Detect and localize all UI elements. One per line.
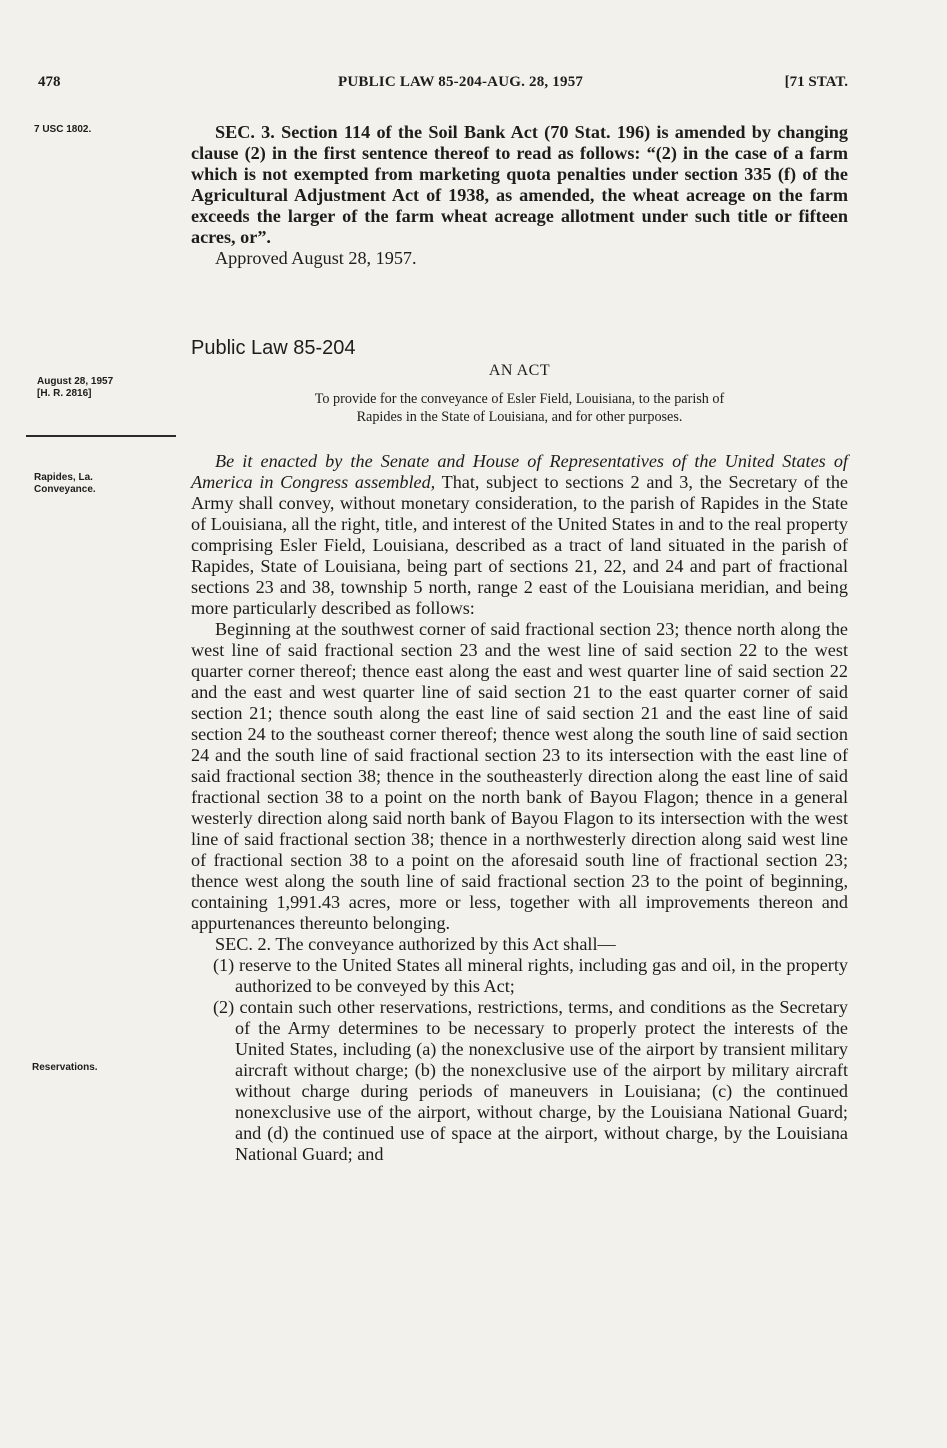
enacting-clause: [191, 451, 848, 619]
section-2-item-2: (2) contain such other reservations, restrictions, terms, and conditions as the Secretary of the Army determines to be necessary to properly protect the interests of the United States, including (a) the nonexclusive use of the airport by transient military aircraft without charge; (b) the nonexclusive use of the airport by military aircraft without charge during periods of maneuvers in Louisiana; (c) the continued nonexclusive use of the airport, without charge, by the Louisiana National Guard; and (d) the continued use of space at the airport, without charge, by the Louisiana National Guard; and: [213, 997, 848, 1164]
section-2-item-1: (1) reserve to the United States all mineral rights, including gas and oil, in the property authorized to be conveyed by this Act;: [213, 955, 848, 996]
public-law-title: Public Law 85-204: [191, 337, 356, 359]
running-title: PUBLIC LAW 85-204-AUG. 28, 1957: [338, 74, 584, 90]
margin-note-date: August 28, 1957: [37, 376, 114, 387]
section-3-text: Section 114 of the Soil Bank Act (70 Stat. 196) is amended by changing clause (2) in the first sentence thereof to read as follows: “(2) in the case of a farm which is not exempted from marketing quota penalties under section 335 (f) of the Agricultural Adjustment Act of 1938, as amended, the wheat acreage on the farm exceeds the larger of the farm wheat acreage allotment under such title or fifteen acres, or”.: [191, 122, 848, 247]
margin-note-bill: [H. R. 2816]: [37, 388, 92, 399]
margin-rule: [26, 435, 176, 437]
margin-note-rapides: Rapides, La.: [34, 472, 93, 483]
purpose-line-1: To provide for the conveyance of Esler Field, Louisiana, to the parish of: [314, 391, 725, 407]
margin-note-conveyance: Conveyance.: [34, 484, 96, 495]
statute-volume: [71 STAT.: [784, 74, 848, 90]
act-purpose: [191, 390, 848, 426]
margin-note-reservations: Reservations.: [32, 1062, 98, 1073]
section-3-label: SEC. 3.: [215, 122, 275, 142]
section-3: [191, 122, 848, 269]
page-header: [38, 74, 848, 98]
section-2-label: SEC. 2.: [215, 934, 272, 954]
approval-line: Approved August 28, 1957.: [215, 248, 417, 268]
margin-note-usc: 7 USC 1802.: [34, 124, 92, 135]
section-2-intro: [191, 934, 848, 955]
section-2-intro-text: The conveyance authorized by this Act shall—: [275, 934, 616, 954]
section-3-paragraph: [191, 122, 848, 248]
act-body: [191, 451, 848, 1165]
page-number: 478: [38, 74, 61, 90]
land-description: Beginning at the southwest corner of said fractional section 23; thence north along the west line of said fractional section 23 and the west line of said section 22 to the west quarter corner thereof; thence east along the east and west quarter line of said section 22 and the east and west quarter line of said section 21 to the east quarter corner of said section 21; thence south along the east line of said section 21 and the east line of said section 24 to the southeast corner thereof; thence west along the south line of said section 24 and the south line of said fractional section 23 to its intersection with the east line of said fractional section 38; thence in the southeasterly direction along the east line of said fractional section 38 to a point on the north bank of Bayou Flagon; thence in a general westerly direction along said north bank of Bayou Flagon to its intersection with the west line of said fractional section 38; thence in a northwesterly direction along said west line of fractional section 38 to a point on the aforesaid south line of fractional section 23; thence west along the south line of said fractional section 23 to the point of beginning, containing 1,991.43 acres, more or less, together with all improvements thereon and appurtenances thereunto belonging.: [191, 619, 848, 933]
enacting-text: That, subject to sections 2 and 3, the Secretary of the Army shall convey, without monetary consideration, to the parish of Rapides in the State of Louisiana, all the right, title, and interest of the United States in and to the real property comprising Esler Field, Louisiana, described as a tract of land situated in the parish of Rapides, State of Louisiana, being part of sections 21, 22, and 24 and part of fractional sections 23 and 38, township 5 north, range 2 east of the Louisiana meridian, and being more particularly described as follows:: [191, 472, 848, 618]
enacting-formula: Be it enacted by the Senate and House of Representatives of the United States of America in Congress assembled,: [191, 451, 848, 492]
act-heading: AN ACT: [488, 362, 551, 379]
purpose-line-2: Rapides in the State of Louisiana, and for other purposes.: [356, 409, 683, 425]
